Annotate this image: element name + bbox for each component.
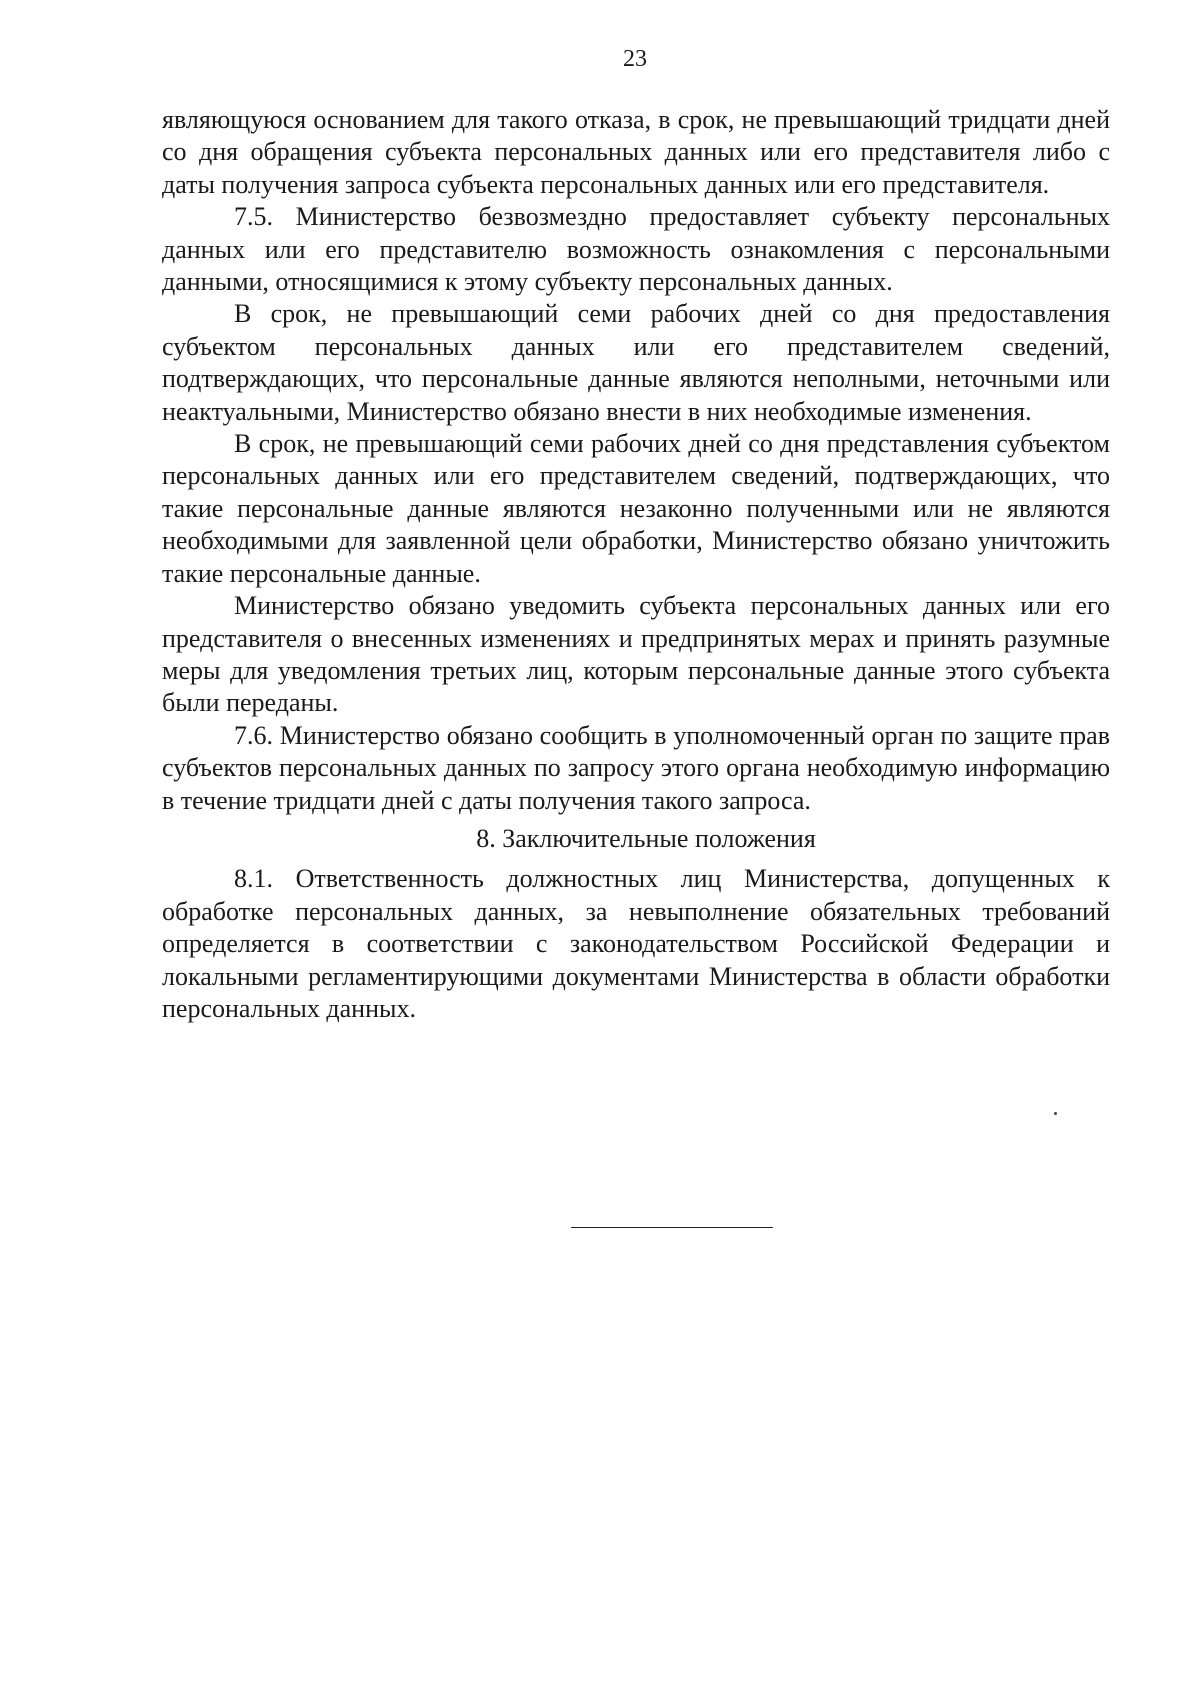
closing-rule bbox=[571, 1227, 773, 1228]
paragraph-8-1: 8.1. Ответственность должностных лиц Министерства, допущенных к обработке персональных данных, за невыполнение обязательных требований определяется в соответствии с законодательством Российской Федерации и локальными регламентирующими документами Министерства в области обработки персональных данных. bbox=[162, 864, 1110, 1023]
document-body bbox=[162, 104, 1110, 1025]
page-number: 23 bbox=[623, 46, 647, 72]
paragraph-7-6: 7.6. Министерство обязано сообщить в уполномоченный орган по защите прав субъектов персональных данных по запросу этого органа необходимую информацию в течение тридцати дней с даты получения такого запроса. bbox=[162, 720, 1110, 815]
section-heading: 8. Заключительные положения bbox=[476, 823, 816, 853]
scan-speck bbox=[1054, 1112, 1057, 1115]
paragraph-notification: Министерство обязано уведомить субъекта персональных данных или его представителя о внесенных изменениях и предпринятых мерах и принять разумные меры для уведомления третьих лиц, которым персональные данные этого субъекта были переданы. bbox=[162, 591, 1110, 718]
paragraph-continuation: являющуюся основанием для такого отказа, в срок, не превышающий тридцати дней со дня обращения субъекта персональных данных или его представителя либо с даты получения запроса субъекта персональных данных или его представителя. bbox=[162, 105, 1110, 199]
paragraph-7-5: 7.5. Министерство безвозмездно предоставляет субъекту персональных данных или его представителю возможность ознакомления с персональными данными, относящимися к этому субъекту персональных данных. bbox=[162, 202, 1110, 297]
paragraph-corrections: В срок, не превышающий семи рабочих дней со дня предоставления субъектом персональных данных или его представителем сведений, подтверждающих, что персональные данные являются неполными, неточными или неактуальными, Министерство обязано внести в них необходимые изменения. bbox=[162, 299, 1110, 426]
paragraph-destruction: В срок, не превышающий семи рабочих дней со дня представления субъектом персональных данных или его представителем сведений, подтверждающих, что такие персональные данные являются незаконно полученными или не являются необходимыми для заявленной цели обработки, Министерство обязано уничтожить такие персональные данные. bbox=[162, 429, 1110, 588]
